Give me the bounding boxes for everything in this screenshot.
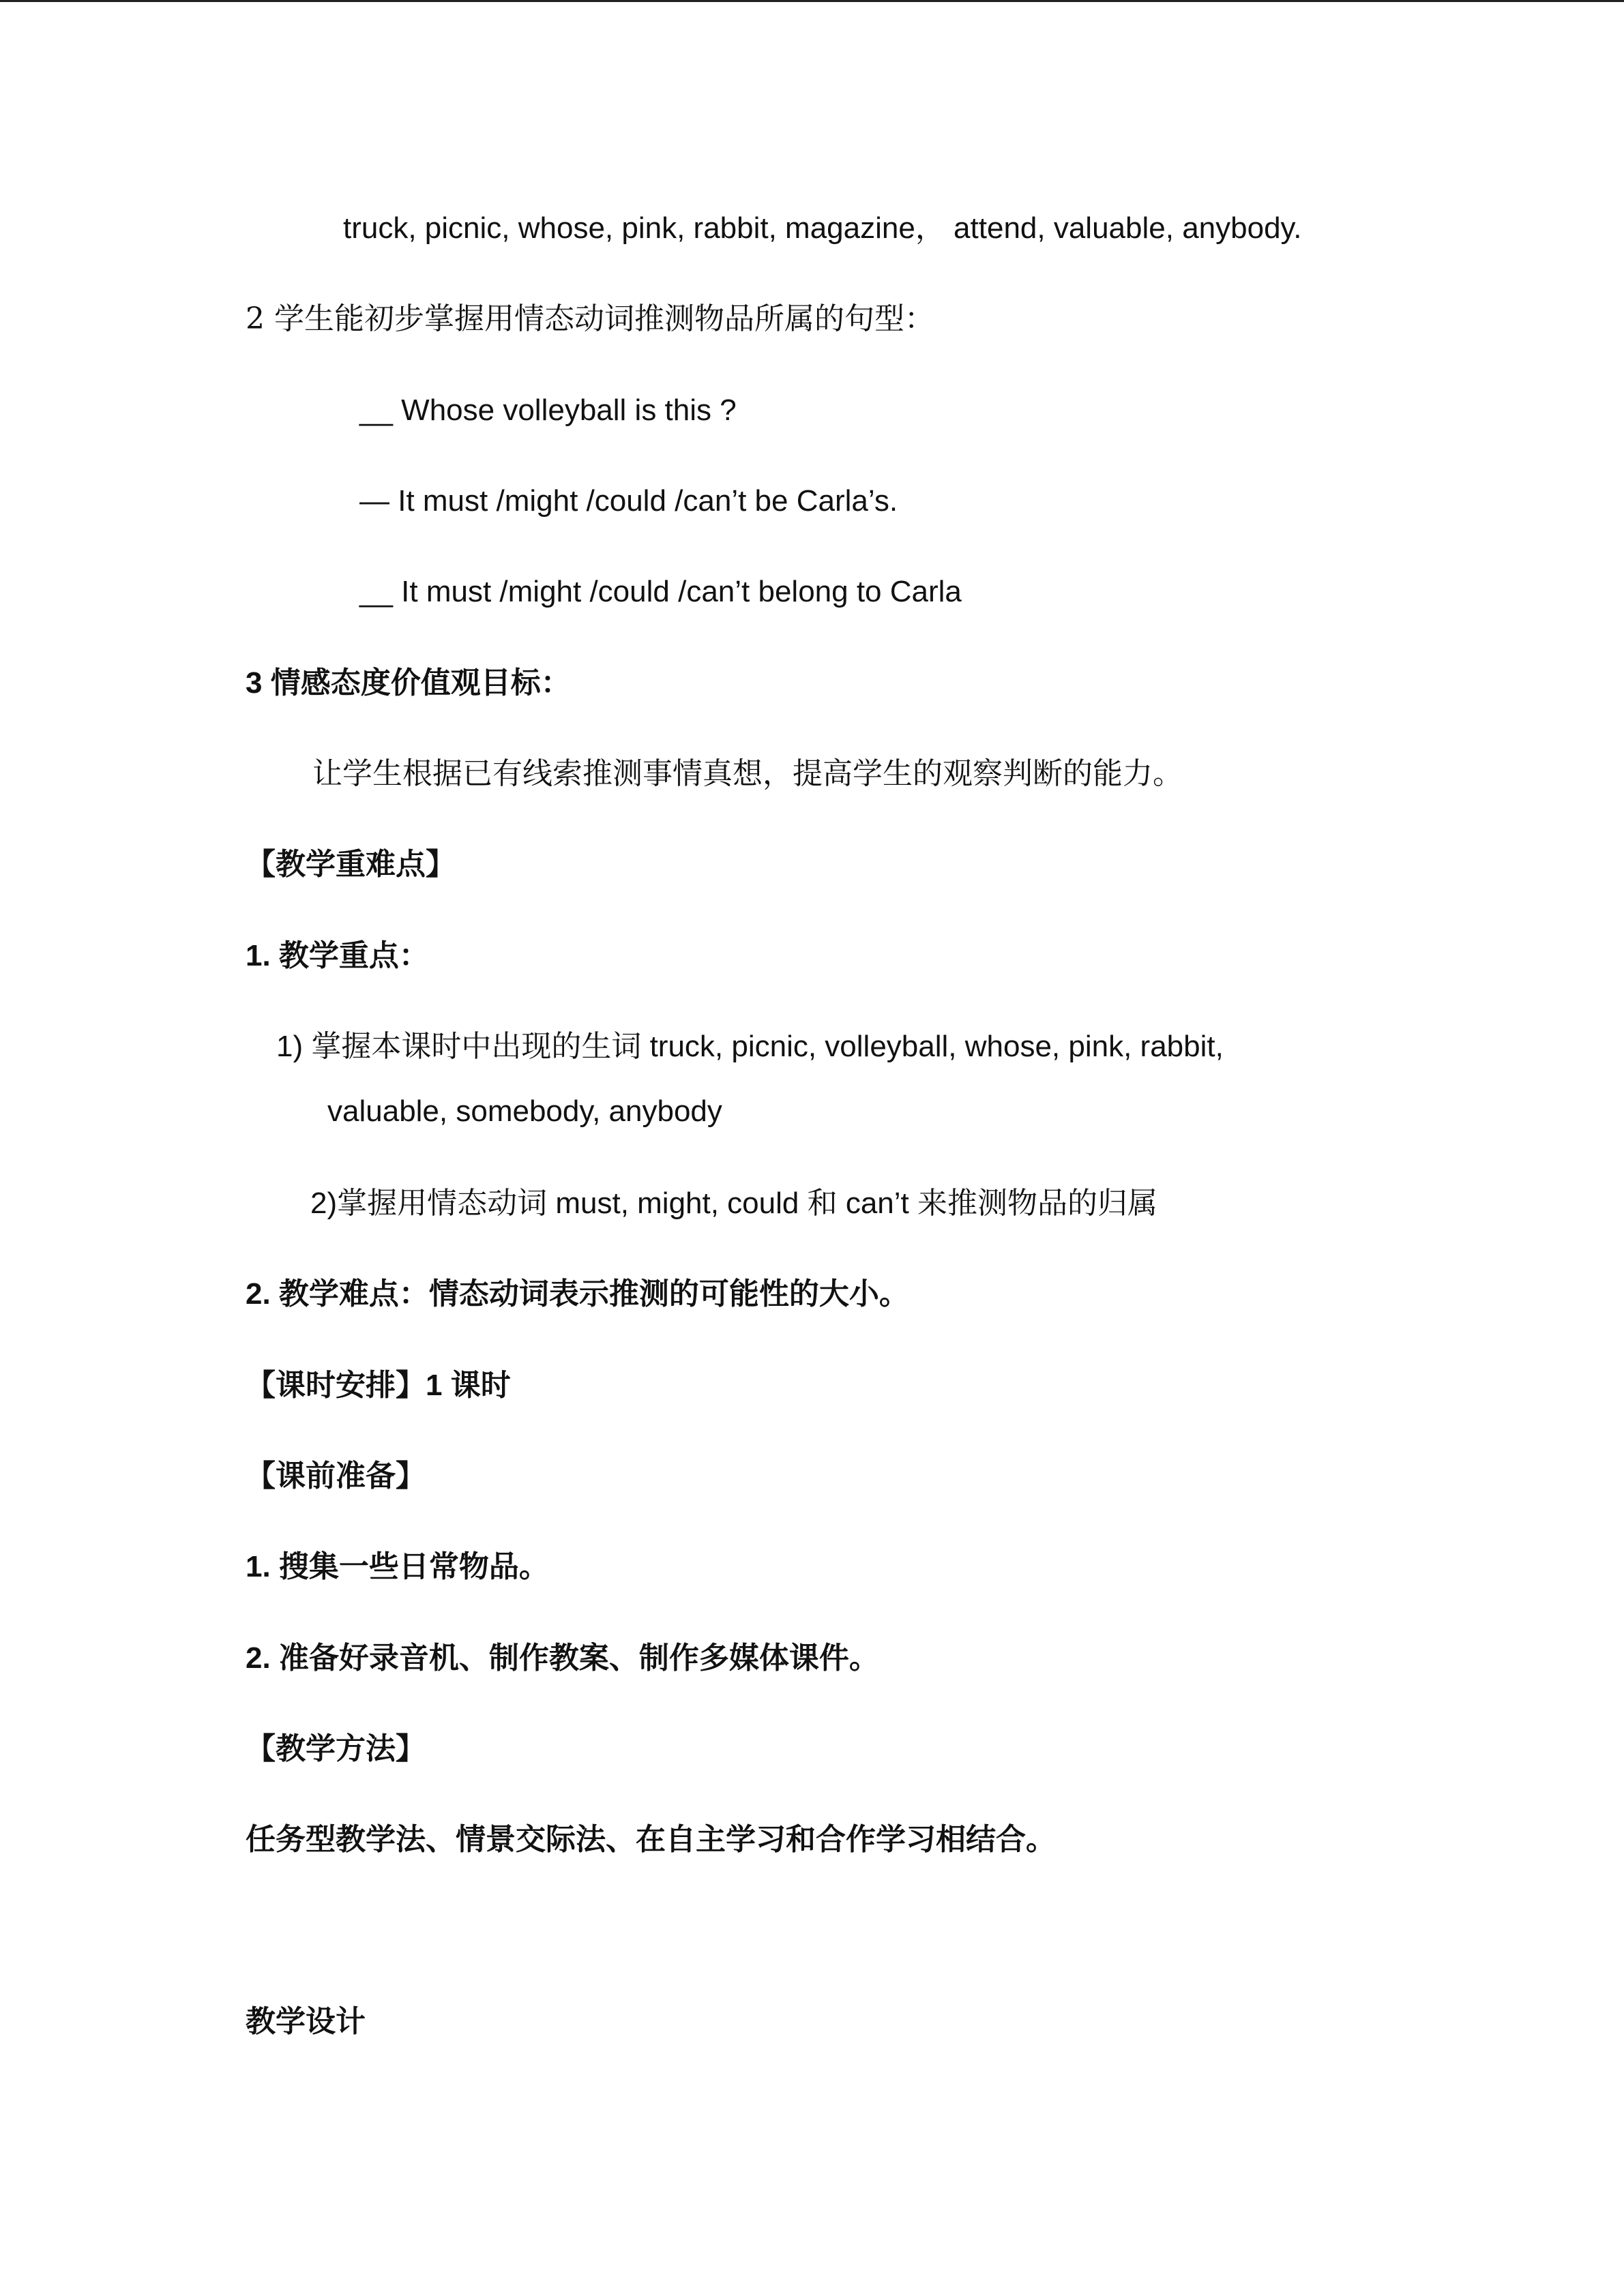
sentence-pattern-2: — It must /might /could /can’t be Carla’s. [359,484,898,518]
objective-item-3-text: 让学生根据已有线索推测事情真想，提高学生的观察判断的能力。 [312,756,1183,791]
teaching-method-text: 任务型教学法、情景交际法、在自主学习和合作学习相结合。 [246,1823,1056,1856]
top-border [0,0,1624,2]
heading-preparation: 【课前准备】 [246,1459,426,1493]
heading-teaching-method: 【教学方法】 [246,1732,426,1765]
key-point-1-continued: valuable, somebody, anybody [327,1094,722,1128]
sentence-pattern-3: __ It must /might /could /can’t belong to Carla [359,575,962,608]
heading-teaching-design: 教学设计 [246,2005,366,2038]
objective-item-2: 2 学生能初步掌握用情态动词推测物品所属的句型： [246,301,934,336]
difficulty-point: 2. 教学难点：情态动词表示推测的可能性的大小。 [246,1277,909,1311]
vocabulary-line: truck, picnic, whose, pink, rabbit, magazine， attend, valuable, anybody. [343,211,1302,245]
key-point-2: 2)掌握用情态动词 must, might, could 和 can’t 来推测物品的归属 [310,1187,1157,1220]
heading-key-difficult-points: 【教学重难点】 [246,848,456,881]
key-points-title: 1. 教学重点： [246,939,429,972]
objective-item-3: 3 情感态度价值观目标： [246,666,571,700]
preparation-item-2: 2. 准备好录音机、制作教案、制作多媒体课件。 [246,1641,879,1675]
key-point-1: 1) 掌握本课时中出现的生词 truck, picnic, volleyball, whose, pink, rabbit, [276,1030,1224,1063]
lesson-schedule: 【课时安排】1 课时 [246,1369,511,1402]
sentence-pattern-1: __ Whose volleyball is this ? [359,393,737,427]
preparation-item-1: 1. 搜集一些日常物品。 [246,1550,549,1583]
